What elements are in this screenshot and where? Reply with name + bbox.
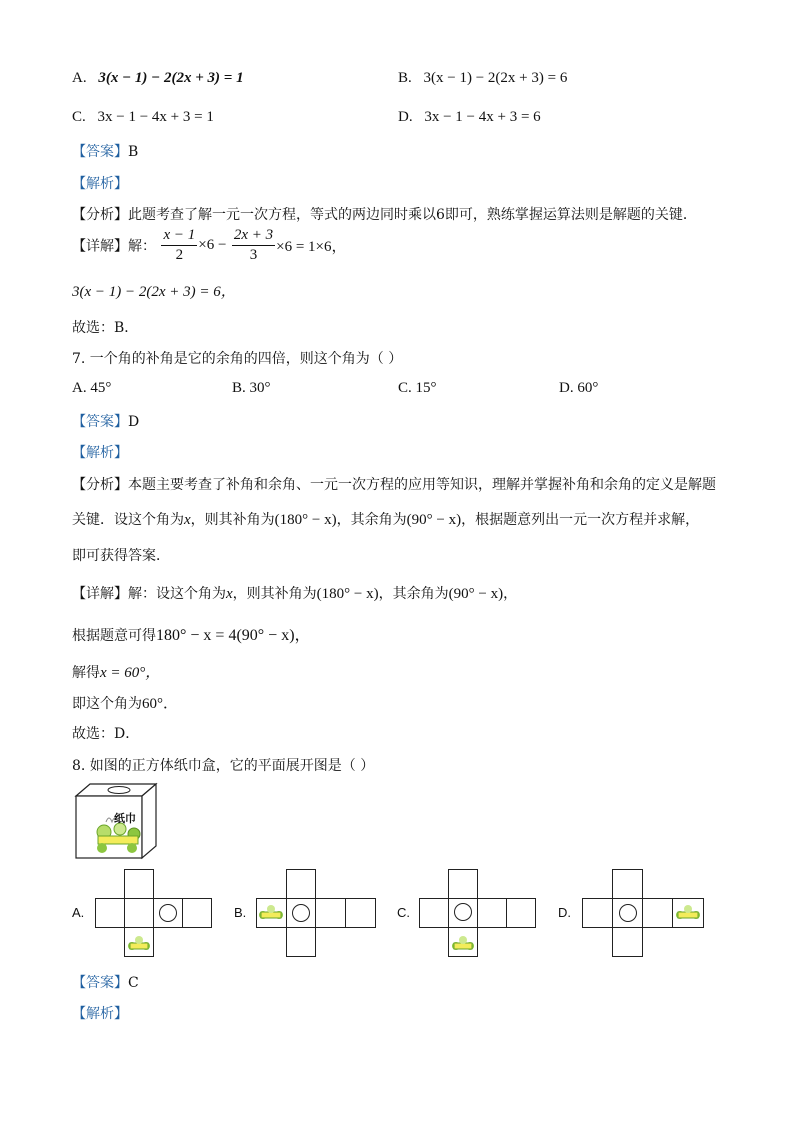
- option-a-letter: A.: [72, 70, 87, 86]
- q7-jiexi-tag: 【解析】: [72, 445, 128, 461]
- q7-detail-line1: [72, 583, 517, 603]
- net-face: [182, 898, 212, 928]
- option-b-expression: 3(x − 1) − 2(2x + 3) = 6: [423, 70, 568, 86]
- net-face: [153, 898, 183, 928]
- net-face: [286, 869, 316, 899]
- net-face: [286, 927, 316, 957]
- text: ，其余角为: [336, 512, 407, 528]
- net-face: [612, 927, 643, 957]
- text: 解：设这个角为: [128, 586, 226, 602]
- q7-detail-line3: [72, 661, 160, 682]
- net-face: [612, 898, 643, 928]
- net-option-a-label: A.: [72, 905, 85, 920]
- fraction-2: [232, 226, 275, 265]
- answer-tag: 【答案】: [72, 414, 128, 430]
- text: 根据题意可得: [72, 628, 156, 644]
- q6-analysis: [72, 204, 697, 224]
- q6-choose: 故选：B．: [72, 320, 139, 336]
- analysis-tag: 【分析】: [72, 477, 128, 493]
- analysis-text: 本题主要考查了补角和余角、一元一次方程的应用等知识，理解并掌握补角和余角的定义是解题: [128, 477, 716, 493]
- option-d-letter: D.: [398, 109, 413, 125]
- detail-mid: ×6 −: [198, 237, 227, 253]
- tissue-box-image: [74, 782, 158, 860]
- fraction-1: [161, 226, 197, 265]
- equation: x = 60°，: [100, 665, 161, 681]
- q6-detail-line2: 3(x − 1) − 2(2x + 3) = 6，: [72, 284, 236, 300]
- text: 关键．设这个角为: [72, 512, 184, 528]
- fraction-1-denominator: 2: [175, 247, 184, 263]
- q8-stem: 8. 如图的正方体纸巾盒，它的平面展开图是（ ）: [72, 758, 375, 774]
- q6-jiexi-tag: 【解析】: [72, 176, 128, 192]
- net-face: [124, 869, 154, 899]
- text: 即这个角为: [72, 696, 142, 712]
- q7-option-b: B. 30°: [232, 380, 271, 396]
- fraction-2-numerator: 2x + 3: [232, 226, 275, 246]
- q7-stem: 7. 一个角的补角是它的余角的四倍，则这个角为（ ）: [72, 351, 403, 367]
- q7-analysis-line3: 即可获得答案．: [72, 548, 170, 564]
- net-face: [95, 898, 125, 928]
- text: ，则其补角为: [190, 512, 275, 528]
- detail-tag: 【详解】: [72, 586, 128, 602]
- green-picture-icon: [127, 934, 151, 954]
- green-picture-icon: [451, 934, 475, 954]
- option-c: [72, 109, 214, 126]
- net-option-c-label: C.: [397, 905, 410, 920]
- answer-value: C: [128, 975, 139, 991]
- expr: (90° − x): [448, 586, 504, 602]
- green-picture-icon: [675, 903, 701, 923]
- option-c-expression: 3x − 1 − 4x + 3 = 1: [97, 109, 214, 125]
- expr: (90° − x): [406, 512, 462, 528]
- expr: (180° − x): [274, 512, 337, 528]
- q7-detail-line4: [72, 692, 178, 713]
- net-face: [642, 898, 673, 928]
- text: ，: [503, 586, 518, 602]
- q7-choose: 故选：D．: [72, 726, 140, 742]
- detail-prefix: 解：: [128, 238, 156, 255]
- equation: 180° − x = 4(90° − x)，: [156, 627, 311, 644]
- var: x: [226, 586, 233, 602]
- text: ，其余角为: [378, 586, 449, 602]
- option-a: [72, 70, 244, 87]
- option-b-letter: B.: [398, 70, 412, 86]
- text: ，根据题意列出一元一次方程并求解，: [461, 512, 700, 528]
- q7-analysis-line1: [72, 474, 716, 494]
- q7-option-d: D. 60°: [559, 380, 599, 396]
- net-face: [286, 898, 316, 928]
- answer-tag: 【答案】: [72, 975, 128, 991]
- net-face: [506, 898, 536, 928]
- opening-circle-icon: [619, 904, 637, 922]
- tissue-box-label: 纸巾: [114, 812, 136, 825]
- net-face: [477, 898, 507, 928]
- net-option-d-label: D.: [558, 905, 571, 920]
- q7-analysis-line2: [72, 509, 699, 529]
- q7-answer: [72, 411, 139, 431]
- net-face: [612, 869, 643, 899]
- q6-answer: [72, 141, 138, 161]
- detail-tag: 【详解】: [72, 238, 128, 255]
- opening-circle-icon: [159, 904, 177, 922]
- analysis-text: 此题考查了解一元一次方程，等式的两边同时乘以6即可，熟练掌握运算法则是解题的关键．: [128, 207, 697, 223]
- q8-answer: [72, 972, 139, 992]
- analysis-tag: 【分析】: [72, 207, 128, 223]
- green-picture-icon: [258, 903, 284, 923]
- opening-circle-icon: [454, 903, 472, 921]
- text: 解得: [72, 665, 100, 681]
- fraction-1-numerator: x − 1: [161, 226, 197, 246]
- expr: (180° − x): [316, 586, 379, 602]
- q7-option-a: A. 45°: [72, 380, 112, 396]
- option-a-expression: 3(x − 1) − 2(2x + 3) = 1: [98, 70, 244, 86]
- var: x: [184, 512, 191, 528]
- q7-detail-line2: [72, 622, 311, 645]
- net-face: [419, 898, 449, 928]
- net-face: [582, 898, 613, 928]
- option-d: [398, 109, 541, 126]
- opening-circle-icon: [292, 904, 310, 922]
- equation: 60°．: [142, 696, 178, 712]
- answer-tag: 【答案】: [72, 144, 128, 160]
- option-c-letter: C.: [72, 109, 86, 125]
- option-d-expression: 3x − 1 − 4x + 3 = 6: [424, 109, 541, 125]
- q8-jiexi-tag: 【解析】: [72, 1006, 128, 1022]
- net-face: [448, 869, 478, 899]
- net-face: [345, 898, 376, 928]
- net-face: [315, 898, 346, 928]
- q6-detail: [72, 226, 347, 265]
- net-face: [124, 898, 154, 928]
- answer-value: B: [128, 144, 139, 160]
- net-option-b-label: B.: [234, 905, 247, 920]
- q7-option-c: C. 15°: [398, 380, 437, 396]
- detail-tail: ×6 = 1×6，: [276, 239, 347, 255]
- answer-value: D: [128, 414, 140, 430]
- net-face: [448, 898, 478, 928]
- text: ，则其补角为: [232, 586, 317, 602]
- option-b: [398, 70, 567, 87]
- fraction-2-denominator: 3: [249, 247, 258, 263]
